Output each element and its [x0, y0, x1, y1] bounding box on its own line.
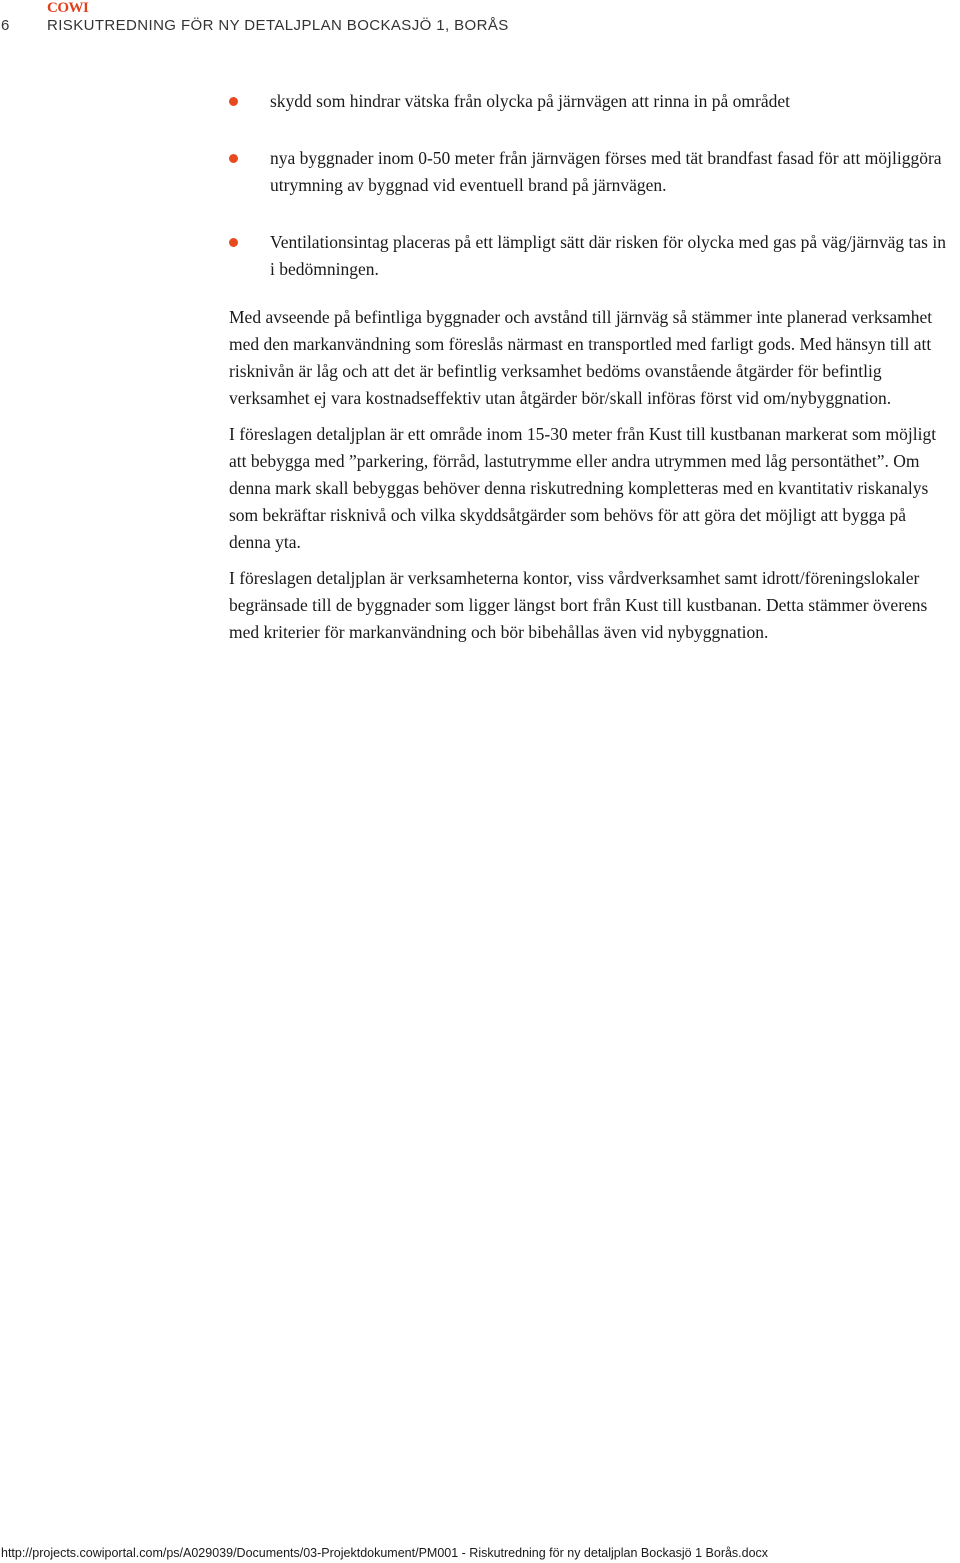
bullet-list	[229, 88, 949, 283]
bullet-item	[229, 88, 949, 115]
bullet-dot-icon	[229, 154, 238, 163]
page-number: 6	[1, 17, 10, 34]
page-content	[229, 88, 949, 655]
bullet-text: skydd som hindrar vätska från olycka på järnvägen att rinna in på området	[270, 91, 790, 111]
bullet-text: nya byggnader inom 0-50 meter från järnvägen förses med tät brandfast fasad för att möjliggöra utrymning av byggnad vid eventuell brand på järnvägen.	[270, 148, 942, 195]
bullet-dot-icon	[229, 238, 238, 247]
paragraph: I föreslagen detaljplan är ett område inom 15-30 meter från Kust till kustbanan markerat som möjligt att bebygga med ”parkering, förråd, lastutrymme eller andra utrymmen med låg persontäthet”. Om denna mark skall bebyggas behöver denna riskutredning kompletteras med en kvantitativ riskanalys som bekräftar risknivå och vilka skyddsåtgärder som behövs för att göra det möjligt att bygga på denna yta.	[229, 424, 937, 552]
bullet-item	[229, 145, 949, 199]
page-header	[0, 0, 960, 40]
bullet-text: Ventilationsintag placeras på ett lämpligt sätt där risken för olycka med gas på väg/järnväg tas in i bedömningen.	[270, 232, 946, 279]
paragraph: Med avseende på befintliga byggnader och avstånd till järnväg så stämmer inte planerad verksamhet med den markanvändning som föreslås närmast en transportled med farligt gods. Med hänsyn till att risknivån är låg och att det är befintlig verksamhet bedöms ovanstående åtgärder för befintlig verksamhet ej vara kostnadseffektiv utan åtgärder bör/skall införas först vid om/nybyggnation.	[229, 307, 933, 408]
footer-document-url: http://projects.cowiportal.com/ps/A029039/Documents/03-Projektdokument/PM001 - Riskutredning för ny detaljplan Bockasjö 1 Borås.docx	[1, 1546, 769, 1560]
cowi-logo: COWI	[47, 0, 89, 16]
bullet-dot-icon	[229, 97, 238, 106]
paragraph: I föreslagen detaljplan är verksamheterna kontor, viss vårdverksamhet samt idrott/föreningslokaler begränsade till de byggnader som ligger längst bort från Kust till kustbanan. Detta stämmer överens med kriterier för markanvändning och bör bibehållas även vid nybyggnation.	[229, 568, 928, 642]
bullet-item	[229, 229, 949, 283]
document-title: RISKUTREDNING FÖR NY DETALJPLAN BOCKASJÖ 1, BORÅS	[47, 17, 509, 34]
